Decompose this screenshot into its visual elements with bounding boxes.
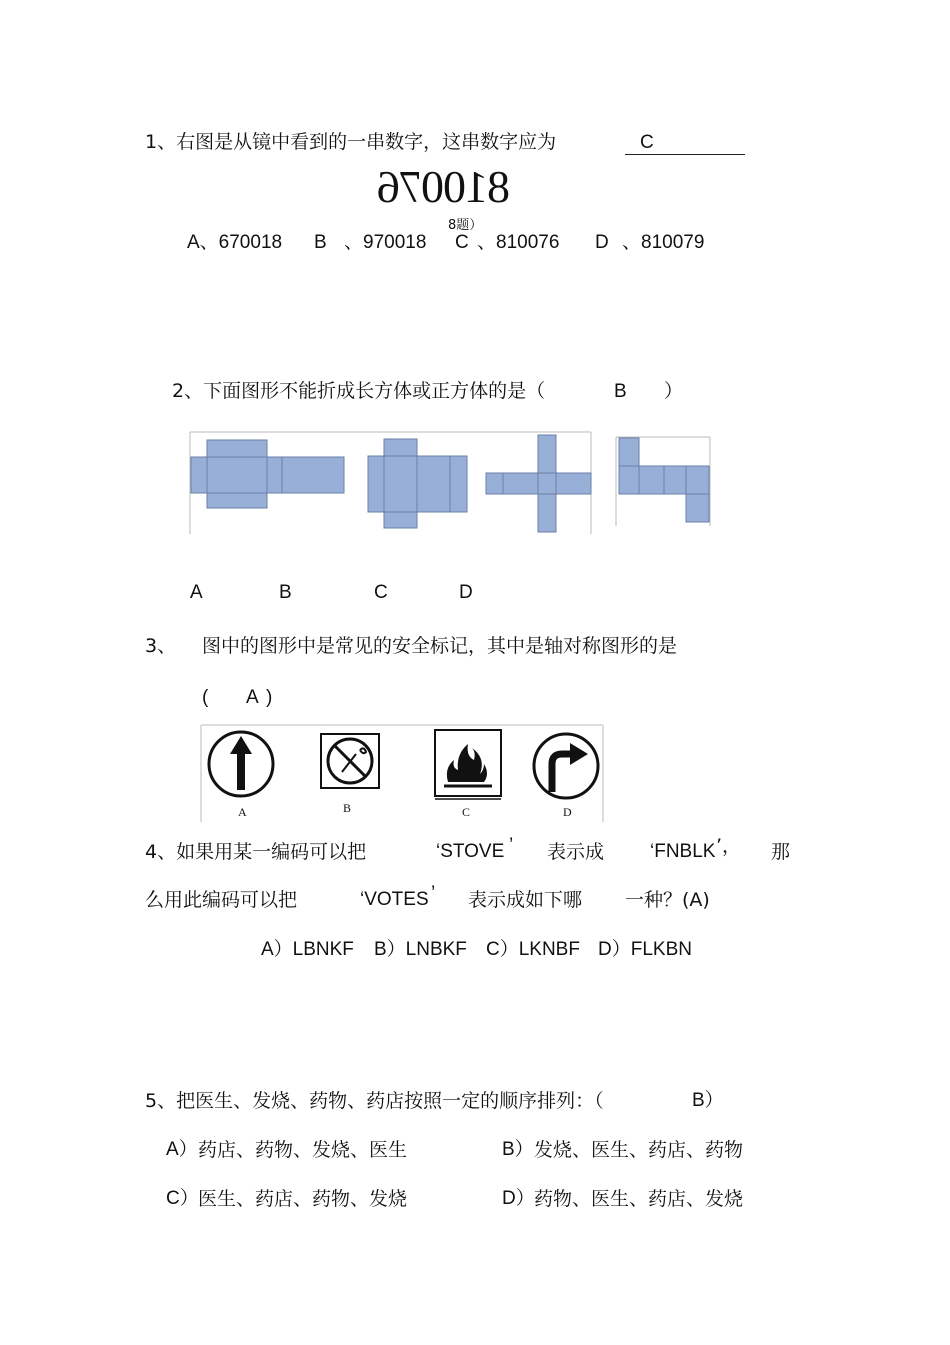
net-b	[368, 439, 467, 528]
q4-line1-end: 那	[771, 841, 791, 863]
q1-option-d: 、810079	[622, 232, 705, 253]
q3-answer: A	[246, 687, 259, 708]
q3-paren-open: (	[202, 687, 209, 708]
sign-a-up-arrow-icon	[209, 732, 273, 796]
q4-word-fnblk: ‘FNBLK	[650, 841, 716, 862]
q1-fig-note: 8题）	[448, 218, 483, 233]
q5-option-a-text: 药店、药物、发烧、医生	[198, 1139, 408, 1161]
q5-stem: 5、把医生、发烧、药物、药店按照一定的顺序排列：（	[145, 1090, 604, 1112]
q4-word-stove: ‘STOVE	[436, 841, 505, 862]
q5-option-d-text: 药物、医生、药店、发烧	[534, 1188, 744, 1210]
net-c	[486, 435, 591, 532]
q4-stove-close-quote: ’	[509, 835, 514, 856]
q4-line2-part1: 么用此编码可以把	[145, 889, 298, 911]
q4-word-votes: ‘VOTES	[360, 889, 429, 910]
q4-option-b: B）LNBKF	[374, 939, 467, 960]
sign-b-no-fire-icon	[321, 734, 379, 788]
q4-line1-part1: 4、如果用某一编码可以把	[145, 841, 367, 863]
q3-stem: 图中的图形中是常见的安全标记，其中是轴对称图形的是	[202, 635, 678, 657]
q5-option-b-key: B）	[502, 1139, 534, 1160]
q3-sign-label-c: C	[462, 805, 471, 819]
q5-option-c-text: 医生、药店、药物、发烧	[198, 1188, 408, 1210]
q3-safety-signs-figure	[200, 724, 605, 824]
q1-option-c-key: C	[455, 232, 469, 253]
q1-mirrored-number: 810076	[378, 161, 510, 212]
q5-option-d-key: D）	[502, 1188, 535, 1209]
q2-label-c: C	[374, 582, 388, 603]
net-d	[616, 437, 710, 526]
q3-paren-close: )	[266, 687, 273, 708]
q2-close-paren: ）	[664, 380, 684, 402]
sign-c-flame-icon	[435, 730, 501, 799]
q4-option-c: C）LKNBF	[486, 939, 580, 960]
q2-label-a: A	[190, 582, 203, 603]
q1-option-a: A、670018	[187, 232, 283, 253]
q5-answer: B）	[692, 1090, 724, 1111]
q5-option-c-key: C）	[166, 1188, 199, 1209]
q3-sign-label-d: D	[563, 805, 572, 819]
sign-d-turn-right-icon	[534, 734, 598, 798]
q1-option-c: 、810076	[477, 232, 560, 253]
q4-option-a: A）LBNKF	[261, 939, 354, 960]
q2-stem: 2、下面图形不能折成长方体或正方体的是（	[172, 380, 546, 402]
q2-answer: B	[614, 381, 627, 402]
q1-stem: 1、右图是从镜中看到的一串数字，这串数字应为	[145, 131, 557, 153]
q4-option-d: D）FLKBN	[598, 939, 692, 960]
q4-line2-part2: 表示成如下哪	[468, 889, 583, 911]
q3-number: 3、	[145, 635, 177, 657]
q4-line2-end: 一种？(A)	[625, 889, 710, 911]
q5-option-b-text: 发烧、医生、药店、药物	[534, 1139, 744, 1161]
q1-answer: C	[640, 132, 654, 153]
q1-option-b: 、970018	[344, 232, 427, 253]
q1-option-d-key: D	[595, 232, 609, 253]
q3-sign-label-b: B	[343, 801, 352, 815]
q2-label-d: D	[459, 582, 473, 603]
q2-cube-nets-figure	[188, 430, 713, 536]
q4-fnblk-close-quote: ’，	[716, 835, 742, 857]
q5-option-a-key: A）	[166, 1139, 198, 1160]
net-a	[191, 440, 344, 508]
q2-label-b: B	[279, 582, 292, 603]
q4-line1-part2: 表示成	[547, 841, 605, 863]
q4-votes-close-quote: ’	[431, 883, 436, 904]
q1-option-b-key: B	[314, 232, 327, 253]
q3-sign-label-a: A	[238, 805, 247, 819]
